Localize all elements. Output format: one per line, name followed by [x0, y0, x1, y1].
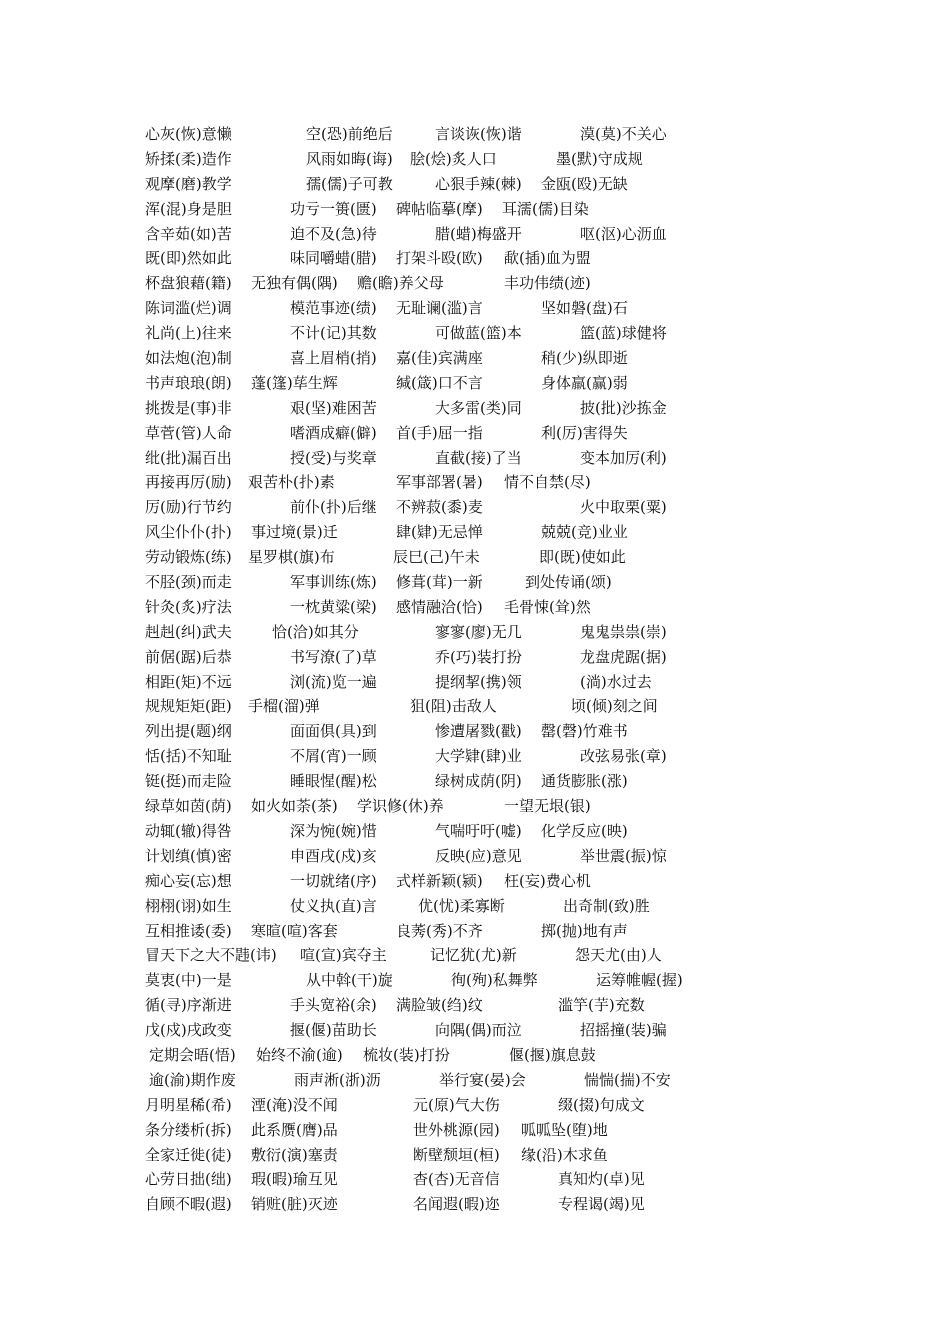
- idiom-entry: 孺(儒)子可教: [306, 174, 393, 193]
- idiom-entry: 既(即)然如此: [145, 249, 232, 268]
- text-line: [0, 1118, 950, 1143]
- text-line: [0, 620, 950, 645]
- text-line: [0, 147, 950, 172]
- idiom-entry: 情不自禁(尽): [504, 473, 591, 492]
- idiom-entry: 墨(默)守成规: [556, 149, 643, 168]
- idiom-entry: 兢兢(竞)业业: [541, 523, 628, 542]
- idiom-entry: 良莠(秀)不齐: [396, 921, 483, 940]
- idiom-entry: 循(寻)序渐进: [145, 996, 232, 1015]
- idiom-entry: 缄(箴)口不言: [396, 373, 483, 392]
- idiom-entry: 不辨菽(黍)麦: [396, 498, 483, 517]
- idiom-entry: 观摩(磨)教学: [145, 174, 232, 193]
- idiom-entry: 全家迁徙(徒): [145, 1145, 232, 1164]
- idiom-entry: 军事部署(暑): [396, 473, 483, 492]
- idiom-entry: 一切就绪(序): [290, 871, 377, 890]
- idiom-entry: 真知灼(卓)见: [558, 1170, 645, 1189]
- idiom-entry: 始终不渝(逾): [256, 1045, 343, 1064]
- idiom-entry: 顷(倾)刻之间: [571, 697, 658, 716]
- idiom-entry: 逾(渝)期作废: [149, 1070, 236, 1089]
- idiom-entry: 挑拨是(事)非: [145, 398, 232, 417]
- idiom-entry: 恬(括)不知耻: [145, 747, 232, 766]
- idiom-entry: 鬼鬼祟祟(崇): [580, 622, 667, 641]
- text-line: [0, 719, 950, 744]
- idiom-entry: 脍(烩)炙人口: [410, 149, 497, 168]
- idiom-entry: 乔(巧)装打扮: [435, 647, 522, 666]
- idiom-entry: 嘉(佳)宾满座: [396, 349, 483, 368]
- text-line: [0, 694, 950, 719]
- idiom-entry: 通货膨胀(涨): [541, 772, 628, 791]
- idiom-entry: 举行宴(晏)会: [439, 1070, 526, 1089]
- text-line: [0, 670, 950, 695]
- text-line: [0, 371, 950, 396]
- idiom-entry: 草菅(管)人命: [145, 423, 232, 442]
- idiom-entry: 恰(洽)如其分: [272, 622, 359, 641]
- idiom-entry: 世外桃源(园): [413, 1120, 500, 1139]
- idiom-entry: 枉(妄)费心机: [504, 871, 591, 890]
- idiom-entry: 辰巳(己)午未: [393, 548, 480, 567]
- idiom-entry: 风雨如晦(诲): [306, 149, 393, 168]
- idiom-entry: 提纲挈(携)领: [435, 672, 522, 691]
- text-line: [0, 122, 950, 147]
- idiom-entry: 礼尚(上)往来: [145, 324, 232, 343]
- idiom-entry: 喧(宣)宾夺主: [300, 946, 387, 965]
- idiom-entry: 不胫(颈)而走: [145, 573, 232, 592]
- idiom-entry: 艰苦朴(扑)素: [248, 473, 335, 492]
- text-line: [0, 894, 950, 919]
- idiom-entry: 呕(沤)心沥血: [580, 224, 667, 243]
- idiom-entry: 矫揉(柔)造作: [145, 149, 232, 168]
- idiom-entry: 手头宽裕(余): [290, 996, 377, 1015]
- idiom-entry: 绿树成荫(阴): [435, 772, 522, 791]
- idiom-entry: 劳动锻炼(练): [145, 548, 232, 567]
- idiom-entry: 缀(掇)句成文: [558, 1095, 645, 1114]
- text-line: [0, 296, 950, 321]
- idiom-entry: 睡眼惺(醒)松: [290, 772, 377, 791]
- idiom-entry: 向隅(偶)而泣: [435, 1021, 522, 1040]
- idiom-entry: 变本加厉(利): [580, 448, 667, 467]
- idiom-entry: 修葺(茸)一新: [396, 573, 483, 592]
- idiom-entry: 嗜酒成癖(僻): [290, 423, 377, 442]
- idiom-entry: 再接再厉(励): [145, 473, 232, 492]
- idiom-entry: 星罗棋(旗)布: [248, 548, 335, 567]
- idiom-entry: 梳妆(装)打扮: [363, 1045, 450, 1064]
- idiom-entry: 龙盘虎踞(据): [580, 647, 667, 666]
- idiom-entry: 首(手)屈一指: [396, 423, 483, 442]
- idiom-entry: 迫不及(急)待: [290, 224, 377, 243]
- idiom-entry: 无独有偶(隅): [251, 274, 338, 293]
- text-line: [0, 919, 950, 944]
- idiom-entry: 湮(淹)没不闻: [251, 1095, 338, 1114]
- idiom-entry: 一枕黄粱(梁): [290, 597, 377, 616]
- text-line: [0, 1143, 950, 1168]
- idiom-entry: 心灰(恢)意懒: [145, 125, 232, 143]
- idiom-entry: 戊(戍)戌政变: [145, 1021, 232, 1040]
- text-line: [0, 1093, 950, 1118]
- idiom-entry: 心劳日拙(绌): [145, 1170, 232, 1189]
- idiom-entry: 举世震(振)惊: [580, 846, 667, 865]
- idiom-entry: 记忆犹(尤)新: [430, 946, 517, 965]
- idiom-entry: 绿草如茵(荫): [145, 797, 232, 816]
- idiom-entry: 相距(矩)不远: [145, 672, 232, 691]
- idiom-entry: 罄(磬)竹难书: [541, 722, 628, 741]
- idiom-entry: 偃(揠)旗息鼓: [509, 1045, 596, 1064]
- text-line: [0, 545, 950, 570]
- idiom-entry: 化学反应(映): [541, 821, 628, 840]
- idiom-entry: 条分缕析(拆): [145, 1120, 232, 1139]
- idiom-entry: 直截(接)了当: [435, 448, 522, 467]
- idiom-entry: 腊(蜡)梅盛开: [435, 224, 522, 243]
- idiom-entry: 滥竽(芋)充数: [558, 996, 645, 1015]
- idiom-entry: 不屑(宵)一顾: [290, 747, 377, 766]
- idiom-entry: 金瓯(殴)无缺: [541, 174, 628, 193]
- idiom-entry: 蓬(篷)荜生辉: [251, 373, 338, 392]
- idiom-entry: 无耻谰(滥)言: [396, 299, 483, 318]
- idiom-entry: 互相推诿(委): [145, 921, 232, 940]
- idiom-entry: 毛骨悚(耸)然: [504, 597, 591, 616]
- idiom-entry: 铤(挺)而走险: [145, 772, 232, 791]
- idiom-entry: 杯盘狼藉(籍): [145, 274, 232, 293]
- idiom-entry: 改弦易张(章): [580, 747, 667, 766]
- text-line: [0, 446, 950, 471]
- idiom-entry: 歃(插)血为盟: [504, 249, 591, 268]
- idiom-entry: 模范事迹(绩): [290, 299, 377, 318]
- idiom-entry: 篮(蓝)球健将: [580, 324, 667, 343]
- text-line: [0, 645, 950, 670]
- idiom-entry: 自顾不暇(遐): [145, 1195, 232, 1214]
- idiom-entry: 陈词滥(烂)调: [145, 299, 232, 318]
- idiom-entry: 浏(流)览一遍: [290, 672, 377, 691]
- text-line: [0, 495, 950, 520]
- idiom-entry: 事过境(景)迁: [251, 523, 338, 542]
- text-line: [0, 222, 950, 247]
- idiom-entry: 从中斡(干)旋: [306, 971, 393, 990]
- text-line: [0, 1018, 950, 1043]
- text-line: [0, 570, 950, 595]
- text-line: [0, 968, 950, 993]
- idiom-entry: 一望无垠(银): [504, 797, 591, 816]
- text-line: [0, 794, 950, 819]
- idiom-entry: 杳(杏)无音信: [413, 1170, 500, 1189]
- idiom-entry: 赡(瞻)养父母: [357, 274, 444, 293]
- idiom-entry: 申酉戌(戍)亥: [290, 846, 377, 865]
- text-line: [0, 744, 950, 769]
- idiom-entry: 手榴(溜)弹: [248, 697, 320, 716]
- text-line: [0, 321, 950, 346]
- idiom-entry: 深为惋(婉)惜: [290, 821, 377, 840]
- idiom-entry: 列出提(题)纲: [145, 722, 232, 741]
- idiom-entry: 利(厉)害得失: [541, 423, 628, 442]
- idiom-entry: 动辄(辙)得咎: [145, 821, 232, 840]
- text-line: [0, 1043, 950, 1068]
- idiom-entry: 浑(混)身是胆: [145, 199, 232, 218]
- idiom-entry: 优(忧)柔寡断: [418, 896, 505, 915]
- idiom-entry: 火中取栗(粟): [580, 498, 667, 517]
- idiom-entry: 如法炮(泡)制: [145, 349, 232, 368]
- idiom-entry: 功亏一篑(匮): [290, 199, 377, 218]
- idiom-entry: 怨天尤(由)人: [575, 946, 662, 965]
- idiom-entry: 惴惴(揣)不安: [584, 1070, 671, 1089]
- idiom-entry: 心狠手辣(棘): [435, 174, 522, 193]
- idiom-entry: 针灸(炙)疗法: [145, 597, 232, 616]
- document-body: [0, 122, 950, 1217]
- idiom-entry: 瑕(暇)瑜互见: [251, 1170, 338, 1189]
- idiom-entry: 销赃(脏)灭迹: [251, 1195, 338, 1214]
- idiom-entry: 计划缜(慎)密: [145, 846, 232, 865]
- idiom-entry: 掷(抛)地有声: [541, 921, 628, 940]
- text-line: [0, 271, 950, 296]
- text-line: [0, 470, 950, 495]
- idiom-entry: 栩栩(诩)如生: [145, 896, 232, 915]
- idiom-entry: 丰功伟绩(迹): [504, 274, 591, 293]
- text-line: [0, 421, 950, 446]
- idiom-entry: 坚如磐(盘)石: [541, 299, 628, 318]
- text-line: [0, 844, 950, 869]
- idiom-entry: 莫衷(中)一是: [145, 971, 232, 990]
- text-line: [0, 993, 950, 1018]
- idiom-entry: 冒天下之大不韪(讳): [145, 946, 277, 965]
- idiom-entry: 学识修(休)养: [357, 797, 444, 816]
- idiom-entry: 揠(偃)苗助长: [290, 1021, 377, 1040]
- text-line: [0, 1068, 950, 1093]
- idiom-entry: 纰(批)漏百出: [145, 448, 232, 467]
- idiom-entry: 寒暄(喧)客套: [251, 921, 338, 940]
- idiom-entry: 敷衍(演)塞责: [251, 1145, 338, 1164]
- text-line: [0, 246, 950, 271]
- idiom-entry: 狙(阻)击敌人: [410, 697, 497, 716]
- idiom-entry: 艰(坚)难困苦: [290, 398, 377, 417]
- idiom-entry: 授(受)与奖章: [290, 448, 377, 467]
- idiom-entry: 碑帖临摹(摩): [396, 199, 483, 218]
- idiom-entry: 仗义执(直)言: [290, 896, 377, 915]
- text-line: [0, 1167, 950, 1192]
- idiom-entry: 反映(应)意见: [435, 846, 522, 865]
- text-line: [0, 346, 950, 371]
- text-line: [0, 396, 950, 421]
- idiom-entry: 即(既)使如此: [539, 548, 626, 567]
- idiom-entry: 稍(少)纵即逝: [541, 349, 628, 368]
- idiom-entry: 定期会晤(悟): [149, 1045, 236, 1064]
- idiom-entry: 徇(殉)私舞弊: [451, 971, 538, 990]
- idiom-entry: 断壁颓垣(桓): [413, 1145, 500, 1164]
- idiom-entry: 军事训练(炼): [290, 573, 377, 592]
- idiom-entry: 惨遭屠戮(戳): [435, 722, 522, 741]
- idiom-entry: 运筹帷幄(握): [596, 971, 683, 990]
- idiom-entry: 感情融洽(恰): [396, 597, 483, 616]
- text-line: [0, 172, 950, 197]
- idiom-entry: 前仆(扑)后继: [290, 498, 377, 517]
- idiom-entry: 含辛茹(如)苦: [145, 224, 232, 243]
- idiom-entry: 不计(记)其数: [290, 324, 377, 343]
- text-line: [0, 595, 950, 620]
- text-line: [0, 520, 950, 545]
- text-line: [0, 819, 950, 844]
- idiom-entry: 专程谒(竭)见: [558, 1195, 645, 1214]
- text-line: [0, 197, 950, 222]
- text-line: [0, 1192, 950, 1217]
- idiom-entry: 雨声淅(浙)沥: [294, 1070, 381, 1089]
- idiom-entry: 言谈诙(恢)谐: [435, 125, 522, 143]
- idiom-entry: 风尘仆仆(扑): [145, 523, 232, 542]
- idiom-entry: 打架斗殴(欧): [396, 249, 483, 268]
- idiom-entry: 寥寥(廖)无几: [435, 622, 522, 641]
- idiom-entry: 到处传诵(颂): [525, 573, 612, 592]
- text-line: [0, 769, 950, 794]
- idiom-entry: 漠(莫)不关心: [580, 125, 667, 143]
- idiom-entry: 元(原)气大伤: [413, 1095, 500, 1114]
- idiom-entry: 招摇撞(装)骗: [580, 1021, 667, 1040]
- idiom-entry: 空(恐)前绝后: [306, 125, 393, 143]
- idiom-entry: 书写潦(了)草: [290, 647, 377, 666]
- idiom-entry: 月明星稀(希): [145, 1095, 232, 1114]
- idiom-entry: 大多雷(类)同: [435, 398, 522, 417]
- idiom-entry: 痴心妄(忘)想: [145, 871, 232, 890]
- idiom-entry: 如火如荼(茶): [251, 797, 338, 816]
- idiom-entry: 气喘吁吁(嘘): [435, 821, 522, 840]
- idiom-entry: 满脸皱(绉)纹: [396, 996, 483, 1015]
- idiom-entry: 大学肄(肆)业: [435, 747, 522, 766]
- idiom-entry: 厉(励)行节约: [145, 498, 232, 517]
- idiom-entry: 出奇制(致)胜: [563, 896, 650, 915]
- idiom-entry: 面面俱(具)到: [290, 722, 377, 741]
- idiom-entry: 规规矩矩(距): [145, 697, 232, 716]
- idiom-entry: 披(批)沙拣金: [580, 398, 667, 417]
- idiom-entry: 喜上眉梢(捎): [290, 349, 377, 368]
- idiom-entry: 赳赳(纠)武夫: [145, 622, 232, 641]
- idiom-entry: 肆(肄)无忌惮: [396, 523, 483, 542]
- idiom-entry: 此系赝(膺)品: [251, 1120, 338, 1139]
- text-line: [0, 869, 950, 894]
- idiom-entry: 缘(沿)木求鱼: [521, 1145, 608, 1164]
- idiom-entry: 呱呱坠(堕)地: [521, 1120, 608, 1139]
- idiom-entry: 味同嚼蜡(腊): [290, 249, 377, 268]
- idiom-entry: 耳濡(儒)目染: [502, 199, 589, 218]
- text-line: [0, 943, 950, 968]
- idiom-entry: 式样新颖(颍): [396, 871, 483, 890]
- idiom-entry: 名闻遐(暇)迩: [413, 1195, 500, 1214]
- idiom-entry: 可做蓝(篮)本: [435, 324, 522, 343]
- idiom-entry: 前倨(踞)后恭: [145, 647, 232, 666]
- idiom-entry: 书声琅琅(朗): [145, 373, 232, 392]
- idiom-entry: 身体羸(赢)弱: [541, 373, 628, 392]
- idiom-entry: (淌)水过去: [580, 672, 652, 691]
